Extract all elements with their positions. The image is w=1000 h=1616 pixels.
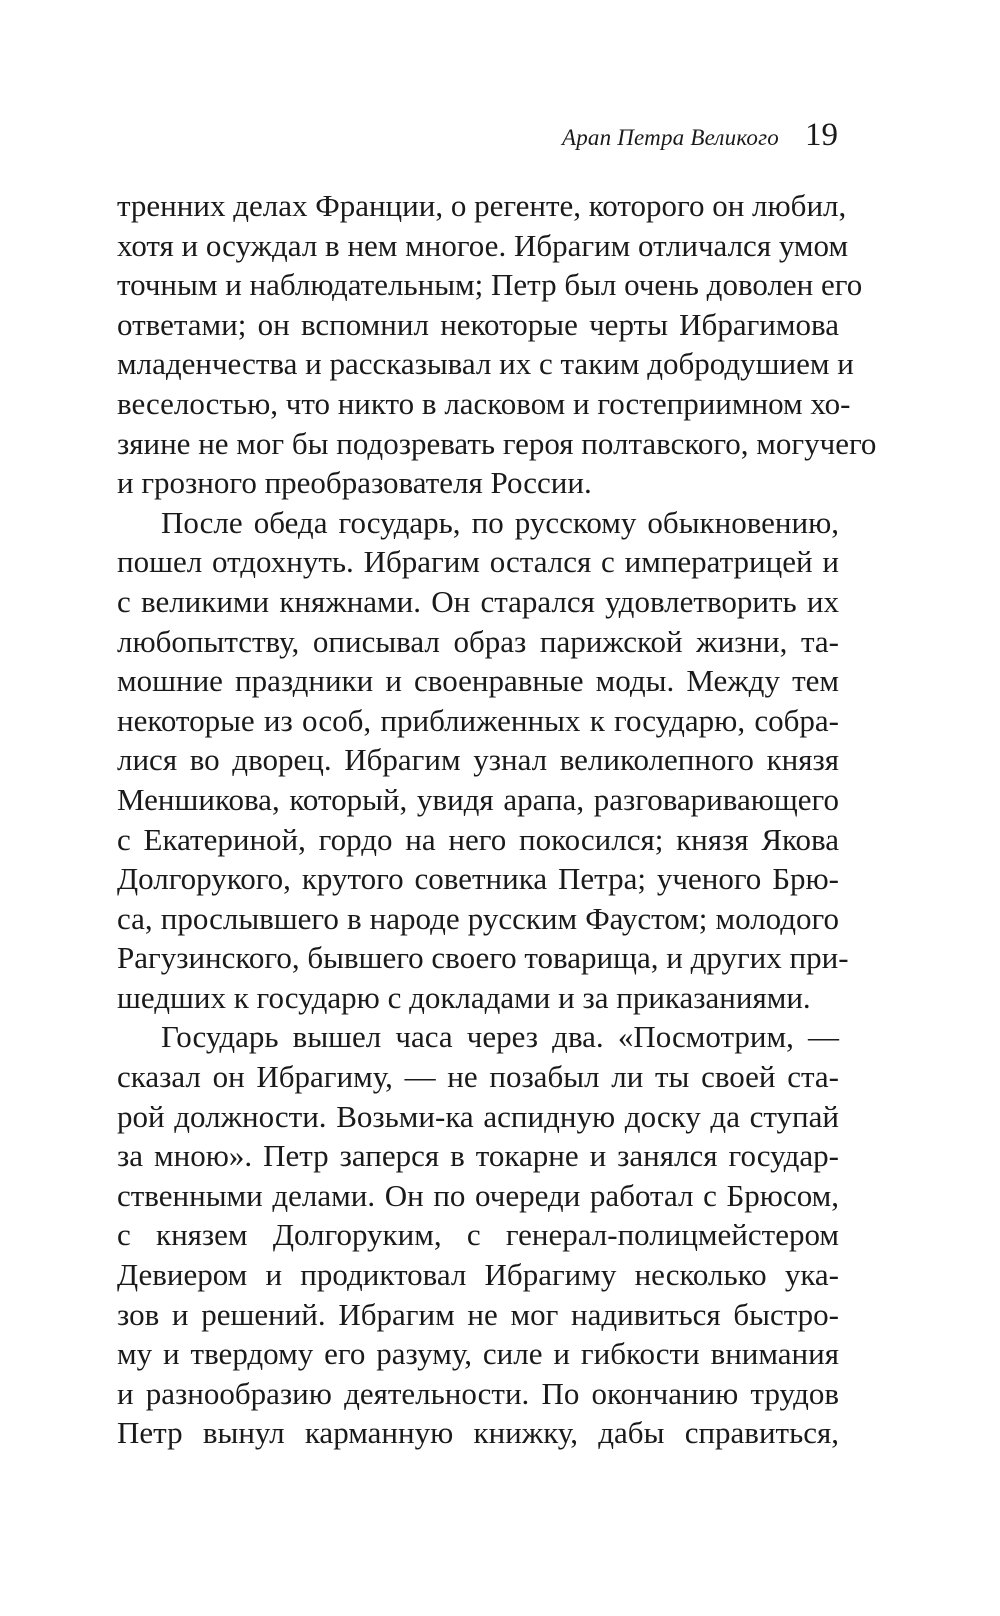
paragraph-1	[117, 186, 877, 503]
text-line: зов и решений. Ибрагим не мог надивиться быстро-	[117, 1296, 839, 1332]
text-line: му и твердому его разуму, силе и гибкости внимания	[117, 1336, 839, 1372]
text-line: за мною». Петр заперся в токарне и занялся государ-	[117, 1138, 839, 1174]
text-line: точным и наблюдательным; Петр был очень доволен его	[117, 267, 863, 303]
text-line: мошние праздники и своенравные моды. Между тем	[117, 663, 839, 699]
text-line: Меншикова, который, увидя арапа, разговаривающего	[117, 781, 839, 817]
text-line: са, прослывшего в народе русским Фаустом; молодого	[117, 900, 839, 936]
text-line: Долгорукого, крутого советника Петра; ученого Брю-	[117, 861, 839, 897]
text-line: тренних делах Франции, о регенте, которого он любил,	[117, 188, 847, 223]
text-line: хотя и осуждал в нем многое. Ибрагим отличался умом	[117, 227, 849, 263]
text-line: сказал он Ибрагиму, — не позабыл ли ты своей ста-	[117, 1059, 839, 1095]
text-line: зяине не мог бы подозревать героя полтавского, могучего	[117, 425, 877, 461]
text-line: некоторые из особ, приближенных к государю, собра-	[117, 702, 839, 738]
text-line: и грозного преобразователя России.	[117, 465, 592, 501]
text-line: веселостью, что никто в ласковом и гостеприимном хо-	[117, 385, 851, 421]
text-line: рой должности. Возьми-ка аспидную доску да ступай	[117, 1098, 839, 1134]
text-line: пошел отдохнуть. Ибрагим остался с императрицей и	[117, 544, 839, 580]
text-line: Рагузинского, бывшего своего товарища, и других при-	[117, 940, 849, 976]
text-line: ответами; он вспомнил некоторые черты Ибрагимова	[117, 306, 839, 342]
running-header	[562, 117, 838, 167]
text-line: с Екатериной, гордо на него покосился; князя Якова	[117, 821, 839, 857]
text-line: младенчества и рассказывал их с таким добродушием и	[117, 346, 854, 382]
text-line: шедших к государю с докладами и за приказаниями.	[117, 979, 811, 1015]
text-line: с князем Долгоруким, с генерал-полицмейстером	[117, 1217, 839, 1253]
text-line: Петр вынул карманную книжку, дабы справиться,	[117, 1415, 839, 1451]
text-line: Девиером и продиктовал Ибрагиму несколько ука-	[117, 1257, 839, 1293]
text-line: и разнообразию деятельности. По окончанию трудов	[117, 1375, 839, 1411]
paragraph-2	[117, 503, 849, 1018]
body-text	[117, 186, 877, 1453]
text-line: любопытству, описывал образ парижской жизни, та-	[117, 623, 839, 659]
page-number: 19	[805, 117, 838, 153]
text-line: лися во дворец. Ибрагим узнал великолепного князя	[117, 742, 839, 778]
running-title: Арап Петра Великого	[561, 125, 779, 150]
text-line: Государь вышел часа через два. «Посмотрим, —	[161, 1019, 839, 1055]
text-line: с великими княжнами. Он старался удовлетворить их	[117, 583, 839, 619]
paragraph-3	[117, 1017, 839, 1453]
text-line: ственными делами. Он по очереди работал с Брюсом,	[117, 1177, 839, 1213]
text-line: После обеда государь, по русскому обыкновению,	[161, 504, 839, 540]
